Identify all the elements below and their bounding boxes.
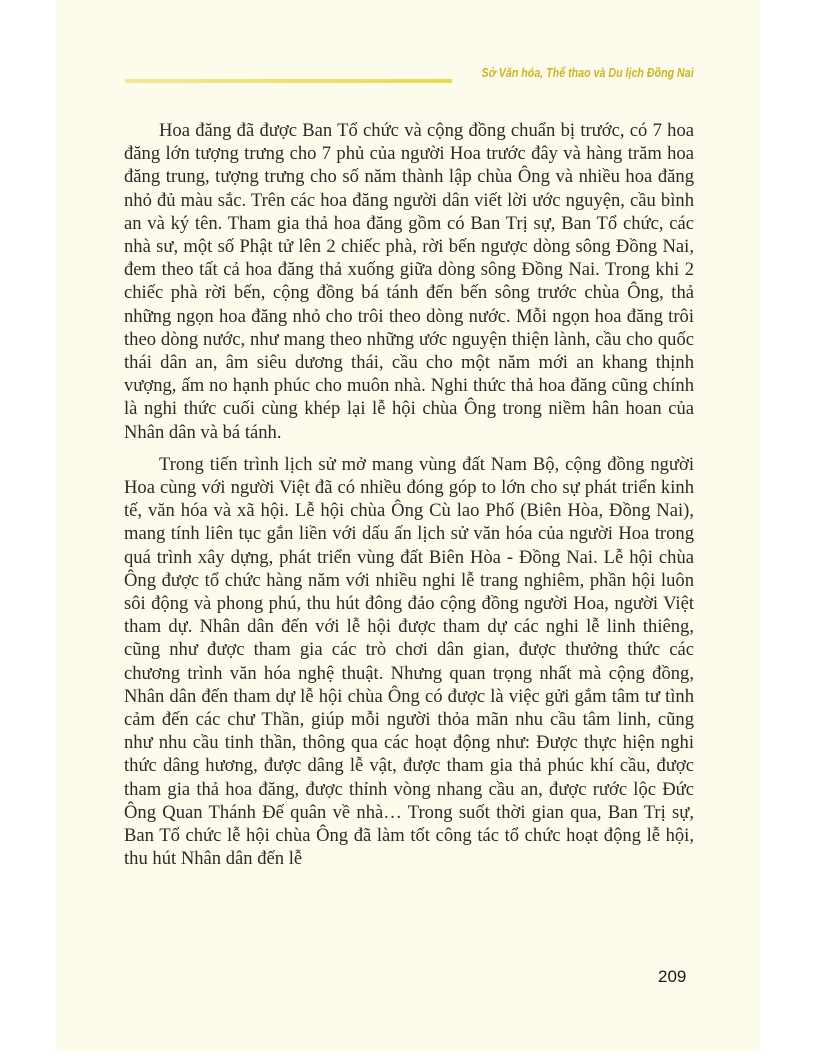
body-text bbox=[124, 119, 694, 871]
paragraph: Trong tiến trình lịch sử mở mang vùng đất Nam Bộ, cộng đồng người Hoa cùng với người Việt đã có nhiều đóng góp to lớn cho sự phát triển kinh tế, văn hóa và xã hội. Lễ hội chùa Ông Cù lao Phố (Biên Hòa, Đồng Nai), mang tính liên tục gắn liền với dấu ấn lịch sử văn hóa của người Hoa trong quá trình xây dựng, phát triển vùng đất Biên Hòa - Đồng Nai. Lễ hội chùa Ông được tổ chức hàng năm với nhiều nghi lễ trang nghiêm, phần hội luôn sôi động và phong phú, thu hút đông đảo cộng đồng người Hoa, người Việt tham dự. Nhân dân đến với lễ hội được tham dự các nghi lễ linh thiêng, cũng như được tham gia các trò chơi dân gian, được thưởng thức các chương trình văn hóa nghệ thuật. Nhưng quan trọng nhất mà cộng đồng, Nhân dân đến tham dự lễ hội chùa Ông có được là việc gửi gắm tâm tư tình cảm đến các chư Thần, giúp mỗi người thỏa mãn nhu cầu tâm linh, cũng như nhu cầu tinh thần, thông qua các hoạt động như: Được thực hiện nghi thức dâng hương, được dâng lễ vật, được tham gia thả phúc khí cầu, được tham gia thả hoa đăng, được thỉnh vòng nhang cầu an, được rước lộc Đức Ông Quan Thánh Đế quân về nhà… Trong suốt thời gian qua, Ban Trị sự, Ban Tổ chức lễ hội chùa Ông đã làm tốt công tác tổ chức hoạt động lễ hội, thu hút Nhân dân đến lễ bbox=[124, 453, 694, 870]
running-header: Sở Văn hóa, Thể thao và Du lịch Đồng Nai bbox=[481, 65, 694, 80]
page-number: 209 bbox=[658, 967, 687, 986]
header-rule bbox=[125, 79, 452, 83]
paragraph: Hoa đăng đã được Ban Tổ chức và cộng đồng chuẩn bị trước, có 7 hoa đăng lớn tượng trưng cho 7 phủ của người Hoa trước đây và hàng trăm hoa đăng trung, tượng trưng cho số năm thành lập chùa Ông và nhiều hoa đăng nhỏ đủ màu sắc. Trên các hoa đăng người dân viết lời ước nguyện, cầu bình an và ký tên. Tham gia thả hoa đăng gồm có Ban Trị sự, Ban Tổ chức, các nhà sư, một số Phật tử lên 2 chiếc phà, rời bến ngược dòng sông Đồng Nai, đem theo tất cả hoa đăng thả xuống giữa dòng sông Đồng Nai. Trong khi 2 chiếc phà rời bến, cộng đồng bá tánh đến bến sông trước chùa Ông, thả những ngọn hoa đăng nhỏ cho trôi theo dòng nước. Mỗi ngọn hoa đăng trôi theo dòng nước, như mang theo những ước nguyện thiện lành, cầu cho quốc thái dân an, âm siêu dương thái, cầu cho một năm mới an khang thịnh vượng, ấm no hạnh phúc cho muôn nhà. Nghi thức thả hoa đăng cũng chính là nghi thức cuối cùng khép lại lễ hội chùa Ông trong niềm hân hoan của Nhân dân và bá tánh. bbox=[124, 120, 694, 443]
